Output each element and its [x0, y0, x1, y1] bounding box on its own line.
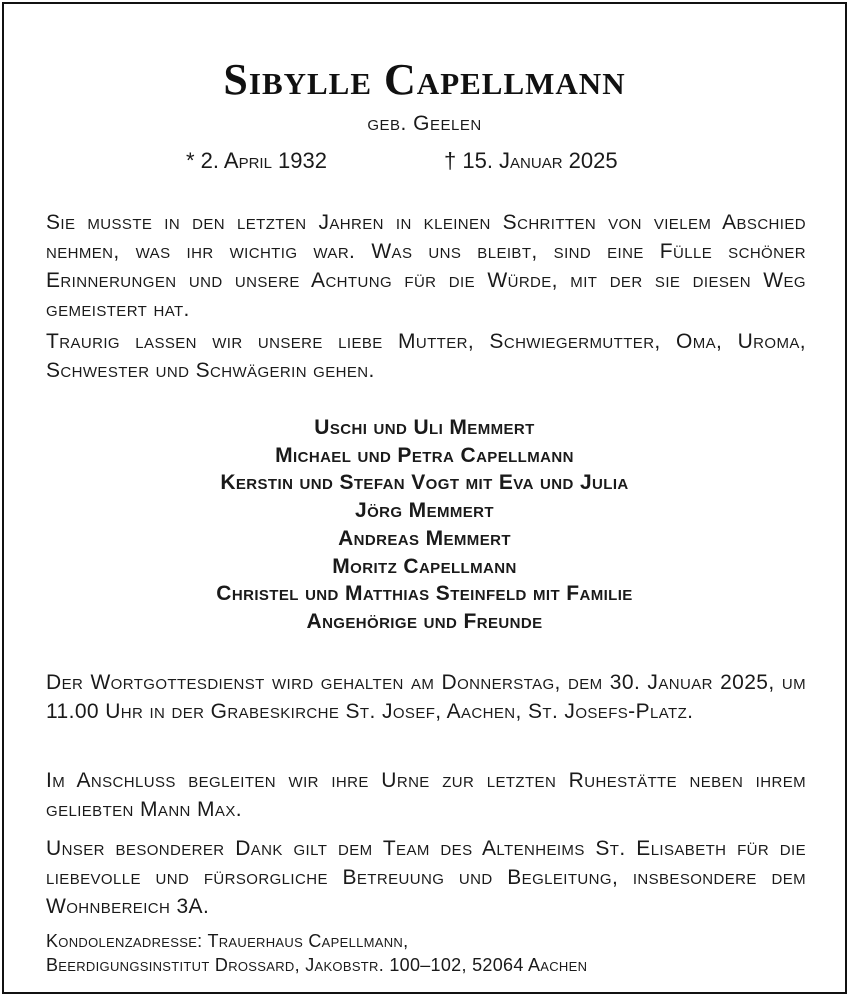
- farewell-paragraph: Traurig lassen wir unsere liebe Mutter, Schwiegermutter, Oma, Uroma, Schwester und Schwägerin gehen.: [46, 330, 806, 382]
- service-paragraph: Der Wortgottesdienst wird gehalten am Donnerstag, dem 30. Januar 2025, um 11.00 Uhr in der Grabeskirche St. Josef, Aachen, St. Josefs-Platz.: [46, 671, 806, 723]
- mourner-line: Moritz Capellmann: [332, 554, 517, 578]
- condolence-address: [46, 929, 587, 977]
- birth-date: * 2. April 1932: [186, 148, 327, 173]
- urn-paragraph: Im Anschluss begleiten wir ihre Urne zur letzten Ruhestätte neben ihrem geliebten Mann Max.: [46, 769, 806, 821]
- birth-name: geb. Geelen: [367, 112, 482, 135]
- death-date: † 15. Januar 2025: [444, 148, 618, 173]
- thanks-paragraph: Unser besonderer Dank gilt dem Team des Altenheims St. Elisabeth für die liebevolle und fürsorgliche Betreuung und Begleitung, insbesondere dem Wohnbereich 3A.: [46, 837, 806, 918]
- condolence-line: Beerdigungsinstitut Drossard, Jakobstr. 100–102, 52064 Aachen: [46, 955, 588, 975]
- mourner-line: Angehörige und Freunde: [306, 609, 543, 633]
- mourner-line: Uschi und Uli Memmert: [314, 416, 535, 439]
- mourner-line: Kerstin und Stefan Vogt mit Eva und Julia: [220, 471, 629, 495]
- condolence-line: Kondolenzadresse: Trauerhaus Capellmann,: [46, 931, 409, 951]
- intro-paragraph: Sie musste in den letzten Jahren in kleinen Schritten von vielem Abschied nehmen, was ihr wichtig war. Was uns bleibt, sind eine Fülle schöner Erinnerungen und unsere Achtung für die Würde, mit der sie diesen Weg gemeistert hat.: [46, 211, 806, 321]
- mourner-line: Andreas Memmert: [338, 526, 511, 550]
- mourners-list: [4, 414, 845, 636]
- deceased-name: Sibylle Capellmann: [223, 55, 626, 104]
- mourner-line: Christel und Matthias Steinfeld mit Familie: [216, 582, 633, 606]
- obituary-notice: [2, 2, 847, 994]
- mourner-line: Michael und Petra Capellmann: [275, 443, 574, 467]
- mourner-line: Jörg Memmert: [355, 499, 494, 523]
